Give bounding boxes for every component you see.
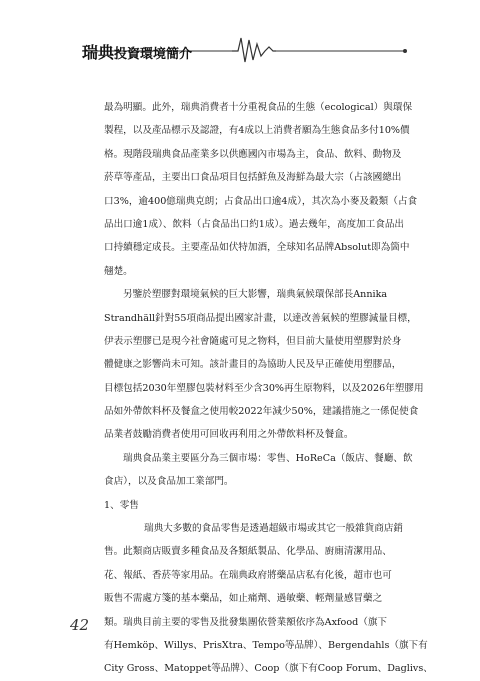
text-line: 製程，以及產品標示及認證，有4成以上消費者願為生態食品多付10%價: [104, 125, 410, 137]
text-line: 品出口逾1成）、飲料（占食品出口約1成）。過去幾年，高度加工食品出: [104, 218, 405, 230]
text-line: Strandhäll針對55項商品提出國家計畫，以達改善氣候的塑膠減量目標，: [104, 312, 417, 324]
text-line: 翹楚。: [104, 265, 133, 277]
text-line: 口3%，逾400億瑞典克朗；占食品出口逾4成），其次為小麥及穀類（占食: [104, 195, 418, 207]
section-heading: 1、零售: [104, 499, 139, 511]
text-line: 目標包括2030年塑膠包裝材料至少含30%再生原物料，以及2026年塑膠用: [104, 382, 424, 394]
header-rule-end-dot: [403, 49, 407, 53]
body-text: [104, 96, 433, 681]
text-line: 販售不需處方箋的基本藥品，如止痛劑、過敏藥、輕劑量感冒藥之: [104, 593, 383, 605]
header-title-sub: 投資環境簡介: [114, 47, 193, 62]
text-line: 品如外帶飲料杯及餐盒之使用較2022年減少50%，建議措施之一係促使食: [104, 406, 419, 418]
text-line: 瑞典食品業主要區分為三個市場：零售、HoReCa（飯店、餐廳、飲: [123, 452, 413, 464]
text-line: 花、報紙、香菸等家用品。在瑞典政府將藥品店私有化後，超市也可: [104, 569, 392, 581]
text-line: 最為明顯。此外，瑞典消費者十分重視食品的生態（ecological）與環保: [104, 102, 413, 113]
text-line: 售。此類商店販賣多種食品及各類紙製品、化學品、廚廁清潔用品、: [104, 546, 392, 558]
text-line: 有Hemköp、Willys、PrisXtra、Tempo等品牌）、Bergendahls（旗下有: [104, 639, 428, 651]
text-line: 另鑒於塑膠對環境氣候的巨大影響，瑞典氣候環保部長Annika: [123, 289, 388, 301]
page-number: 42: [70, 616, 90, 634]
text-line: 類。瑞典目前主要的零售及批發集團依營業額依序為Axfood（旗下: [104, 616, 388, 628]
text-line: 菸草等產品，主要出口食品項目包括鮮魚及海鮮為最大宗（占該國總出: [104, 172, 402, 184]
header-title: [82, 40, 192, 63]
text-line: 口持續穩定成長。主要產品如伏特加酒，全球知名品牌Absolut即為箇中: [104, 242, 410, 254]
text-line: City Gross、Matoppet等品牌）、Coop（旗下有Coop Forum、Daglivs、: [104, 663, 433, 675]
page-header: [0, 0, 480, 70]
header-decoration: [0, 0, 480, 70]
heartbeat-icon: [232, 38, 276, 62]
text-line: 食店），以及食品加工業部門。: [104, 476, 234, 488]
text-line: 格。現階段瑞典食品產業多以供應國內市場為主，食品、飲料、動物及: [104, 148, 402, 160]
text-line: 瑞典大多數的食品零售是透過超級市場或其它一般雜貨商店銷: [144, 523, 404, 535]
text-line: 體健康之影響尚未可知。該計畫目的為協助人民及早正確使用塑膠品，: [104, 359, 402, 371]
text-line: 品業者鼓勵消費者使用可回收再利用之外帶飲料杯及餐盒。: [104, 429, 354, 441]
text-line: 伊表示塑膠已是現今社會隨處可見之物料，但目前大量使用塑膠對於身: [104, 335, 402, 347]
header-title-main: 瑞典: [82, 43, 115, 62]
